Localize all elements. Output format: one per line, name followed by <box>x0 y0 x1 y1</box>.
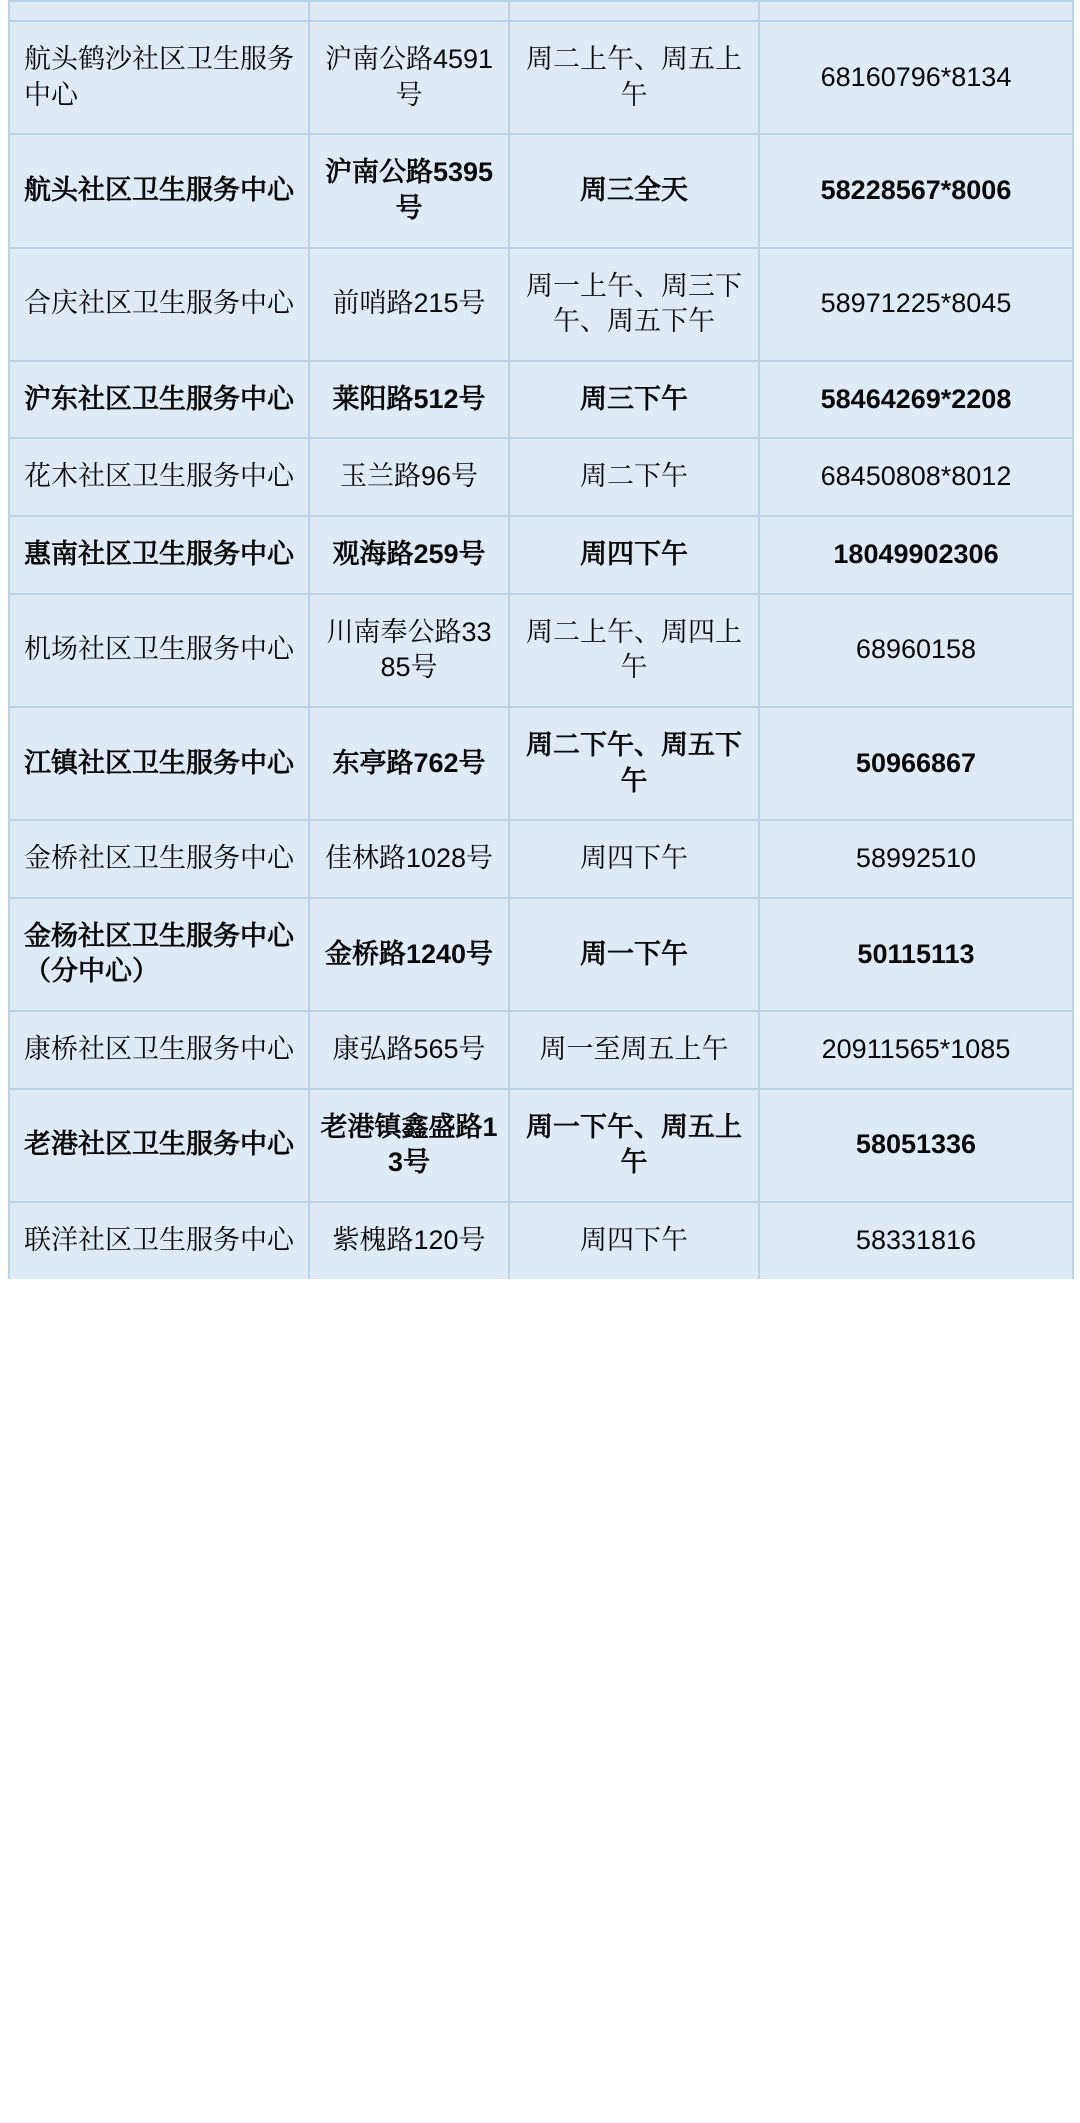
table-row <box>9 438 1073 516</box>
cell-time: 周一下午、周五上午 <box>509 1089 759 1202</box>
table-row <box>9 1089 1073 1202</box>
cell-address: 沪南公路4591号 <box>309 21 509 134</box>
cell-time: 周二上午、周四上午 <box>509 594 759 707</box>
cell-address: 紫槐路120号 <box>309 1202 509 1279</box>
table-row <box>9 1202 1073 1279</box>
table-row <box>9 516 1073 594</box>
cell-name: 江镇社区卫生服务中心 <box>9 707 309 820</box>
partial-cell-phone <box>759 1 1073 21</box>
table-row <box>9 248 1073 361</box>
cell-name: 沪东社区卫生服务中心 <box>9 361 309 439</box>
cell-time: 周一下午 <box>509 898 759 1011</box>
cell-address: 观海路259号 <box>309 516 509 594</box>
table-row-partial <box>9 1 1073 21</box>
cell-name: 合庆社区卫生服务中心 <box>9 248 309 361</box>
cell-time: 周二下午 <box>509 438 759 516</box>
cell-name: 康桥社区卫生服务中心 <box>9 1011 309 1089</box>
cell-time: 周四下午 <box>509 1202 759 1279</box>
cell-name: 联洋社区卫生服务中心 <box>9 1202 309 1279</box>
cell-phone: 68960158 <box>759 594 1073 707</box>
cell-phone: 68160796*8134 <box>759 21 1073 134</box>
cell-name: 惠南社区卫生服务中心 <box>9 516 309 594</box>
cell-time: 周四下午 <box>509 820 759 898</box>
table-row <box>9 134 1073 247</box>
cell-address: 康弘路565号 <box>309 1011 509 1089</box>
cell-phone: 18049902306 <box>759 516 1073 594</box>
table-row <box>9 361 1073 439</box>
cell-name: 航头社区卫生服务中心 <box>9 134 309 247</box>
cell-phone: 58971225*8045 <box>759 248 1073 361</box>
cell-phone: 58051336 <box>759 1089 1073 1202</box>
cell-phone: 58331816 <box>759 1202 1073 1279</box>
cell-time: 周三全天 <box>509 134 759 247</box>
partial-cell-time <box>509 1 759 21</box>
cell-time: 周一至周五上午 <box>509 1011 759 1089</box>
cell-time: 周四下午 <box>509 516 759 594</box>
table-row <box>9 1011 1073 1089</box>
table-row <box>9 898 1073 1011</box>
cell-time: 周二上午、周五上午 <box>509 21 759 134</box>
cell-address: 佳林路1028号 <box>309 820 509 898</box>
cell-name: 金杨社区卫生服务中心（分中心） <box>9 898 309 1011</box>
table-row <box>9 21 1073 134</box>
cell-address: 东亭路762号 <box>309 707 509 820</box>
cell-name: 花木社区卫生服务中心 <box>9 438 309 516</box>
cell-address: 莱阳路512号 <box>309 361 509 439</box>
health-center-table <box>8 0 1074 1279</box>
cell-name: 航头鹤沙社区卫生服务中心 <box>9 21 309 134</box>
cell-address: 老港镇鑫盛路13号 <box>309 1089 509 1202</box>
cell-address: 川南奉公路3385号 <box>309 594 509 707</box>
cell-phone: 58228567*8006 <box>759 134 1073 247</box>
cell-time: 周三下午 <box>509 361 759 439</box>
table-row <box>9 820 1073 898</box>
cell-phone: 50966867 <box>759 707 1073 820</box>
cell-phone: 20911565*1085 <box>759 1011 1073 1089</box>
table-row <box>9 594 1073 707</box>
cell-phone: 58464269*2208 <box>759 361 1073 439</box>
cell-name: 金桥社区卫生服务中心 <box>9 820 309 898</box>
cell-address: 前哨路215号 <box>309 248 509 361</box>
cell-address: 玉兰路96号 <box>309 438 509 516</box>
cell-time: 周一上午、周三下午、周五下午 <box>509 248 759 361</box>
cell-phone: 68450808*8012 <box>759 438 1073 516</box>
partial-cell-address <box>309 1 509 21</box>
cell-time: 周二下午、周五下午 <box>509 707 759 820</box>
cell-phone: 50115113 <box>759 898 1073 1011</box>
cell-name: 老港社区卫生服务中心 <box>9 1089 309 1202</box>
cell-address: 金桥路1240号 <box>309 898 509 1011</box>
cell-address: 沪南公路5395号 <box>309 134 509 247</box>
cell-name: 机场社区卫生服务中心 <box>9 594 309 707</box>
cell-phone: 58992510 <box>759 820 1073 898</box>
table-body <box>9 1 1073 1279</box>
partial-cell-name <box>9 1 309 21</box>
table-row <box>9 707 1073 820</box>
